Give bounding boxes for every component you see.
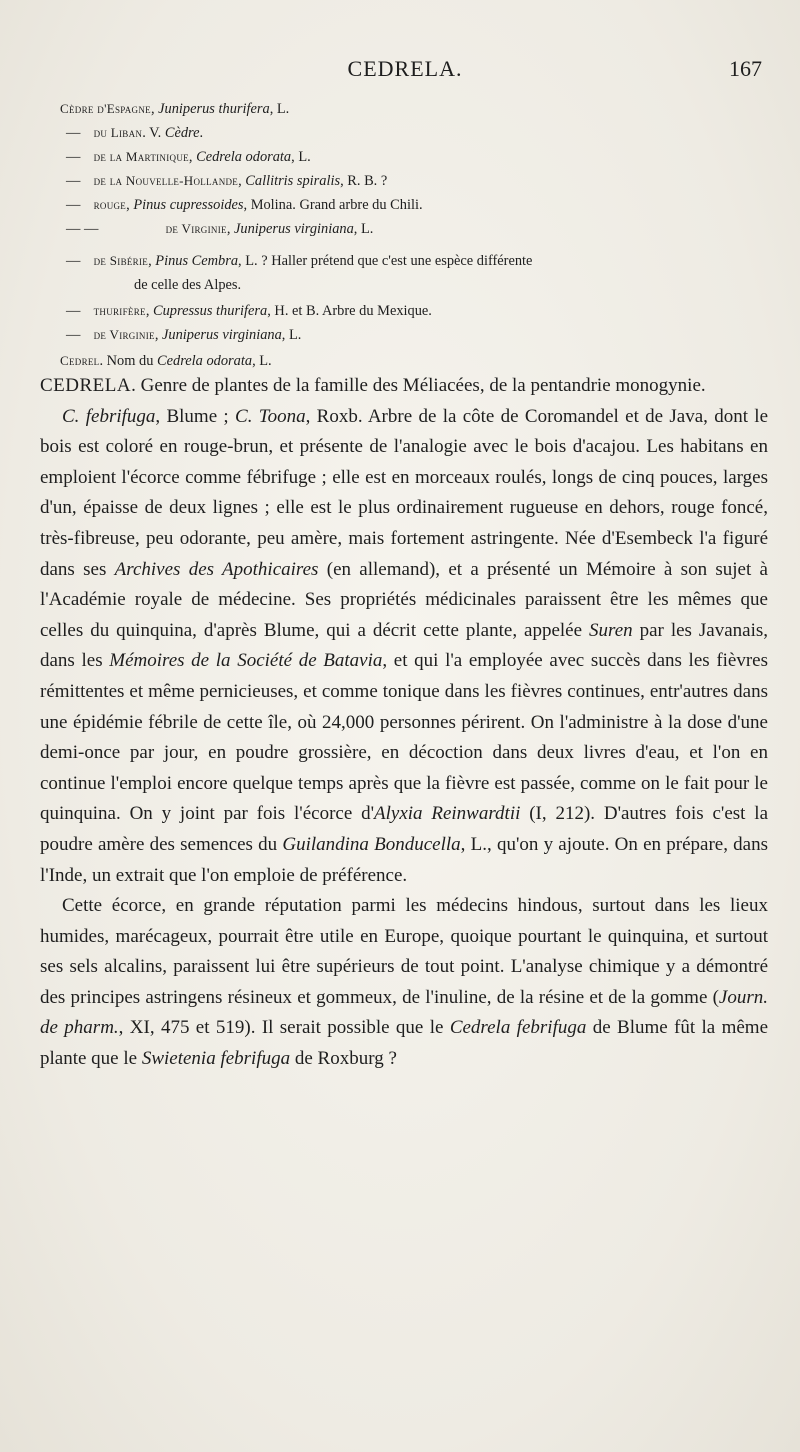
- synonym-entry: [60, 97, 770, 121]
- entry-latin-name: Cedrela odorata: [196, 149, 292, 165]
- synonym-entry: [66, 193, 776, 217]
- entry-qualifier: de Sibérie: [93, 253, 149, 268]
- entry-latin-name: Callitris spiralis: [245, 173, 341, 189]
- text-run: (I, 212). D'autres fois c'est la poudre amère des semences du: [40, 803, 768, 855]
- text-run: , XI, 475 et 519). Il serait possible que le: [118, 1017, 450, 1039]
- work-title: Archives des Apothicaires: [114, 558, 319, 580]
- article-intro: [40, 371, 768, 402]
- synonym-entry: [66, 299, 776, 323]
- entry-latin-name: Juniperus virginiana: [162, 327, 282, 343]
- species-name: C. febrifuga: [62, 405, 156, 427]
- text-run: de Roxburg ?: [290, 1048, 397, 1070]
- entry-rest: , L.: [291, 149, 311, 165]
- work-title: Mémoires de la Société de Batavia: [109, 650, 383, 672]
- entry-prefix: —: [66, 303, 81, 319]
- entry-rest: , Molina. Grand arbre du Chili.: [243, 197, 423, 213]
- entry-prefix: —: [66, 327, 81, 343]
- entry-text: . Nom du: [99, 353, 158, 369]
- article-body: [40, 371, 768, 1075]
- entry-qualifier: rouge: [93, 197, 127, 212]
- entry-text: de celle des Alpes.: [134, 277, 242, 293]
- species-name: Guilandina Bonducella: [282, 833, 461, 855]
- paragraph-bark-use: [40, 891, 768, 1075]
- article-intro-text: . Genre de plantes de la famille des Méliacées, de la pentandrie monogynie.: [131, 375, 706, 396]
- species-name: Cedrela febrifuga: [449, 1017, 587, 1039]
- entry-qualifier: du Liban: [93, 125, 143, 140]
- entry-prefix: —: [66, 173, 81, 189]
- vernacular-name: Suren: [589, 619, 633, 641]
- synonym-entry: [66, 217, 776, 241]
- synonym-entry: [66, 169, 776, 193]
- article-headword: CEDRELA: [40, 375, 132, 396]
- entry-text: ,: [150, 101, 159, 117]
- text-run: de Blume fût la même plante que le: [40, 1017, 769, 1070]
- synonym-entry: [66, 249, 776, 273]
- entry-latin-name: Cedrela odorata: [157, 353, 253, 369]
- entry-text: ,: [145, 303, 154, 319]
- entry-prefix: Cedrel: [60, 353, 100, 368]
- entry-qualifier: de la Martinique: [93, 149, 189, 164]
- entry-qualifier: thurifère: [93, 303, 146, 318]
- species-name: C. Toona: [235, 405, 306, 427]
- text-run: , et qui l'a employée avec succès dans les fièvres rémittentes et même pernicieuses, et comme tonique dans les fièvres continues, entr'autres dans une épidémie fébrile de cette île, où 24,000 personnes périrent. On l'administre à la dose d'une demi-once par jour, en poudre grossière, en décoction dans deux livres d'eau, et l'on en continue l'emploi encore quelque temps après que la fièvre est passée, comme on le fait pour le quinquina. On y joint par fois l'écorce d': [40, 650, 769, 825]
- entry-text: ,: [188, 149, 197, 165]
- entry-latin-name: Juniperus virginiana: [234, 221, 354, 237]
- species-name: Alyxia Reinwardtii: [374, 803, 521, 825]
- entry-prefix: —: [66, 253, 81, 269]
- entry-rest: , R. B. ?: [340, 173, 388, 189]
- text-run: Cette écorce, en grande réputation parmi les médecins hindous, surtout dans les lieux humides, marécageux, pourrait être utile en Europe, quoique pourtant le quinquina, et surtout ses sels alcalins, paraissent lui être supérieurs de tout point. L'analyse chimique y a démontré des principes astringens résineux et gommeux, de l'inuline, de la résine et de la gomme (: [40, 895, 768, 1008]
- entry-rest: .: [199, 125, 204, 141]
- entry-latin-name: Cèdre: [164, 125, 200, 141]
- synonym-entry: [66, 145, 776, 169]
- entry-rest: , L.: [252, 353, 272, 369]
- page-header: [40, 56, 770, 96]
- text-run: , Blume ;: [155, 405, 236, 427]
- entry-text: . V.: [142, 125, 165, 141]
- entry-prefix: —: [66, 197, 81, 213]
- entry-text: ,: [154, 327, 163, 343]
- entry-latin-name: Juniperus thurifera: [158, 101, 270, 117]
- entry-rest: , L. ? Haller prétend que c'est une espèce différente: [238, 253, 533, 269]
- text-run: par les Javanais, dans les: [40, 619, 769, 672]
- synonym-entry-continuation: [134, 273, 800, 297]
- entry-text: ,: [126, 197, 134, 213]
- entry-prefix: Cèdre: [60, 101, 94, 116]
- entry-text: ,: [226, 221, 235, 237]
- species-name: Swietenia febrifuga: [141, 1048, 291, 1070]
- synonym-entry: [66, 121, 776, 145]
- entry-rest: , L.: [281, 327, 302, 343]
- entry-rest: , H. et B. Arbre du Mexique.: [267, 303, 432, 319]
- entry-qualifier: de la Nouvelle-Hollande: [93, 173, 239, 188]
- entry-text: ,: [238, 173, 246, 189]
- synonym-entry: [66, 323, 776, 347]
- entry-qualifier: de Virginie: [93, 327, 155, 342]
- entry-qualifier: d'Espagne: [97, 101, 151, 116]
- text-run: (en allemand), et a présenté un Mémoire à son sujet à l'Académie royale de médecine. Ses propriétés médicinales paraissent être les mêmes que celles du quinquina, d'après Blume, qui a décrit cette plante, appelée: [40, 558, 768, 641]
- entry-latin-name: Pinus cupressoides: [133, 197, 244, 213]
- journal-reference: Journ. de pharm.: [40, 986, 768, 1039]
- entry-qualifier: de Virginie: [165, 221, 227, 236]
- entry-rest: , L.: [269, 101, 290, 117]
- page-number: 167: [729, 56, 762, 81]
- entry-latin-name: Cupressus thurifera: [153, 303, 268, 319]
- synonym-entry: [60, 349, 770, 373]
- entry-prefix: —: [66, 125, 81, 141]
- entry-latin-name: Pinus Cembra: [155, 253, 239, 269]
- entry-rest: , L.: [353, 221, 374, 237]
- paragraph-febrifuga: [40, 402, 768, 892]
- entry-prefix: — —: [66, 221, 99, 237]
- entry-prefix: —: [66, 149, 81, 165]
- text-run: , L., qu'on y ajoute. On en prépare, dans l'Inde, un extrait que l'on emploie de préférence.: [40, 833, 769, 886]
- text-run: , Roxb. Arbre de la côte de Coromandel et de Java, dont le bois est coloré en rouge-brun, et présente de l'analogie avec le bois d'acajou. Les habitans en emploient l'écorce comme fébrifuge ; elle est en morceaux roulés, longs de cinq pouces, larges d'un, épaisse de deux lignes ; elle est le plus ordinairement rugueuse en dehors, rouge foncé, très-fibreuse, peu odorante, peu amère, mais fortement astringente. Née d'Esembeck l'a figuré dans ses: [40, 405, 769, 580]
- running-title: CEDRELA.: [347, 56, 463, 81]
- entry-text: ,: [148, 253, 156, 269]
